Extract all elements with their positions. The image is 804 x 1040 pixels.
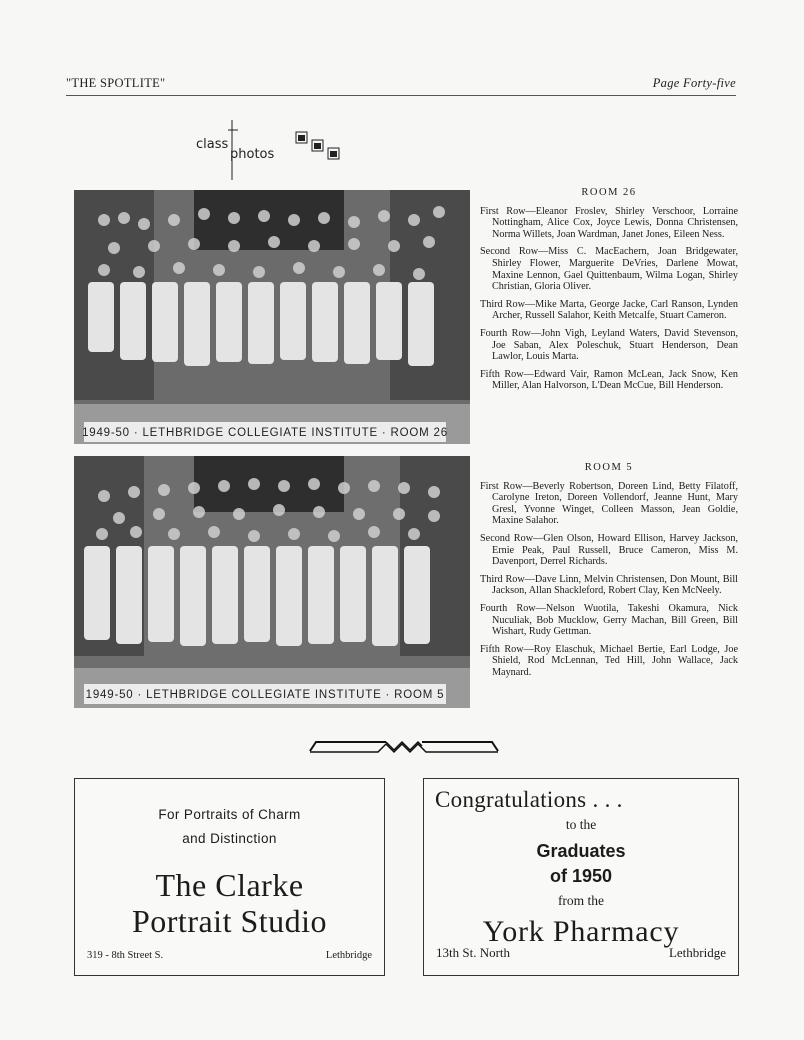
- row-entry: Third Row—Mike Marta, George Jacke, Carl Ranson, Lynden Archer, Russell Salahor, Keith Metcalfe, Stuart Cameron.: [480, 298, 738, 322]
- ad-tagline: and Distinction: [182, 831, 277, 846]
- ad-address: 13th St. North: [436, 945, 511, 960]
- class-photos-logo: [192, 118, 352, 184]
- row-entry: First Row—Beverly Robertson, Doreen Lind, Betty Filatoff, Carolyne Ireton, Doreen Vollendorf, Jeanne Hunt, Mary Gresl, Yvonne Winget, Colleen Masson, Jean Goldie, Maxine Salahor.: [480, 480, 738, 527]
- clarke-portrait-studio-ad: [74, 778, 385, 976]
- row-entry: Second Row—Miss C. MacEachern, Joan Bridgewater, Shirley Flower, Marguerite DeVries, Darlene Mowat, Maxine Lennon, Gael Quittenbaum, Wilma Logan, Shirley Christian, Gloria Oliver.: [480, 246, 738, 293]
- row-entry: Fourth Row—Nelson Wuotila, Takeshi Okamura, Nick Nuculiak, Bob Mucklow, Gerry Machan, Bill Green, Bill Wishart, Rudy Gettman.: [480, 602, 738, 638]
- ad-year: of 1950: [549, 866, 613, 886]
- page-header: [66, 76, 736, 96]
- business-name: The Clarke: [155, 867, 304, 903]
- room-5-caption: [480, 462, 738, 685]
- row-entry: Fifth Row—Edward Vair, Ramon McLean, Jack Snow, Ken Miller, Alan Halvorson, L'Dean McCue, Bill Henderson.: [480, 368, 738, 392]
- room-title: ROOM 26: [581, 187, 637, 198]
- photo-banner: 1949-50 · LETHBRIDGE COLLEGIATE INSTITUTE · ROOM 5: [85, 689, 445, 701]
- business-name: York Pharmacy: [482, 915, 680, 948]
- room-26-caption: [480, 187, 738, 398]
- row-entry: First Row—Eleanor Froslev, Shirley Verschoor, Lorraine Nottingham, Alice Cox, Joyce Lewis, Donna Christensen, Norma Willets, Joan Wardman, Janet Jones, Eileen Ness.: [480, 205, 738, 240]
- page-number: Page Forty-five: [652, 76, 736, 90]
- ad-congratulations: Congratulations . . .: [435, 787, 623, 812]
- ad-address: 319 - 8th Street S.: [87, 950, 164, 961]
- york-pharmacy-ad: [423, 778, 739, 976]
- row-entry: Fourth Row—John Vigh, Leyland Waters, David Stevenson, Joe Saban, Alex Poleschuk, Stuart Henderson, Dean Lawlor, Louis Marta.: [480, 327, 738, 363]
- ornamental-divider: [308, 733, 500, 755]
- business-name: Portrait Studio: [131, 903, 328, 939]
- publication-title: "THE SPOTLITE": [66, 76, 166, 90]
- row-entry: Third Row—Dave Linn, Melvin Christensen, Don Mount, Bill Jackson, Allan Shackleford, Robert Clay, Ken McNeely.: [480, 573, 738, 597]
- row-entry: Second Row—Glen Olson, Howard Ellison, Harvey Jackson, Ernie Peak, Paul Russell, Bruce Cameron, Miss M. Davenport, Derrel Richards.: [480, 532, 738, 568]
- room-title: ROOM 5: [584, 462, 634, 473]
- ad-graduates: Graduates: [536, 841, 626, 861]
- svg-text:class: class: [196, 137, 229, 152]
- class-photo-room-26: [74, 190, 470, 444]
- ad-text: to the: [565, 817, 597, 832]
- class-photo-room-5: [74, 456, 470, 708]
- ad-text: from the: [557, 893, 605, 908]
- photo-banner: 1949-50 · LETHBRIDGE COLLEGIATE INSTITUTE · ROOM 26: [82, 427, 448, 439]
- ad-city: Lethbridge: [325, 950, 372, 961]
- svg-text:photos: photos: [230, 147, 275, 162]
- row-entry: Fifth Row—Roy Elaschuk, Michael Bertie, Earl Lodge, Joe Shield, Rod McLennan, Ted Hill, John Wallace, Jack Maynard.: [480, 643, 738, 678]
- ad-tagline: For Portraits of Charm: [158, 807, 301, 822]
- ad-city: Lethbridge: [668, 945, 726, 960]
